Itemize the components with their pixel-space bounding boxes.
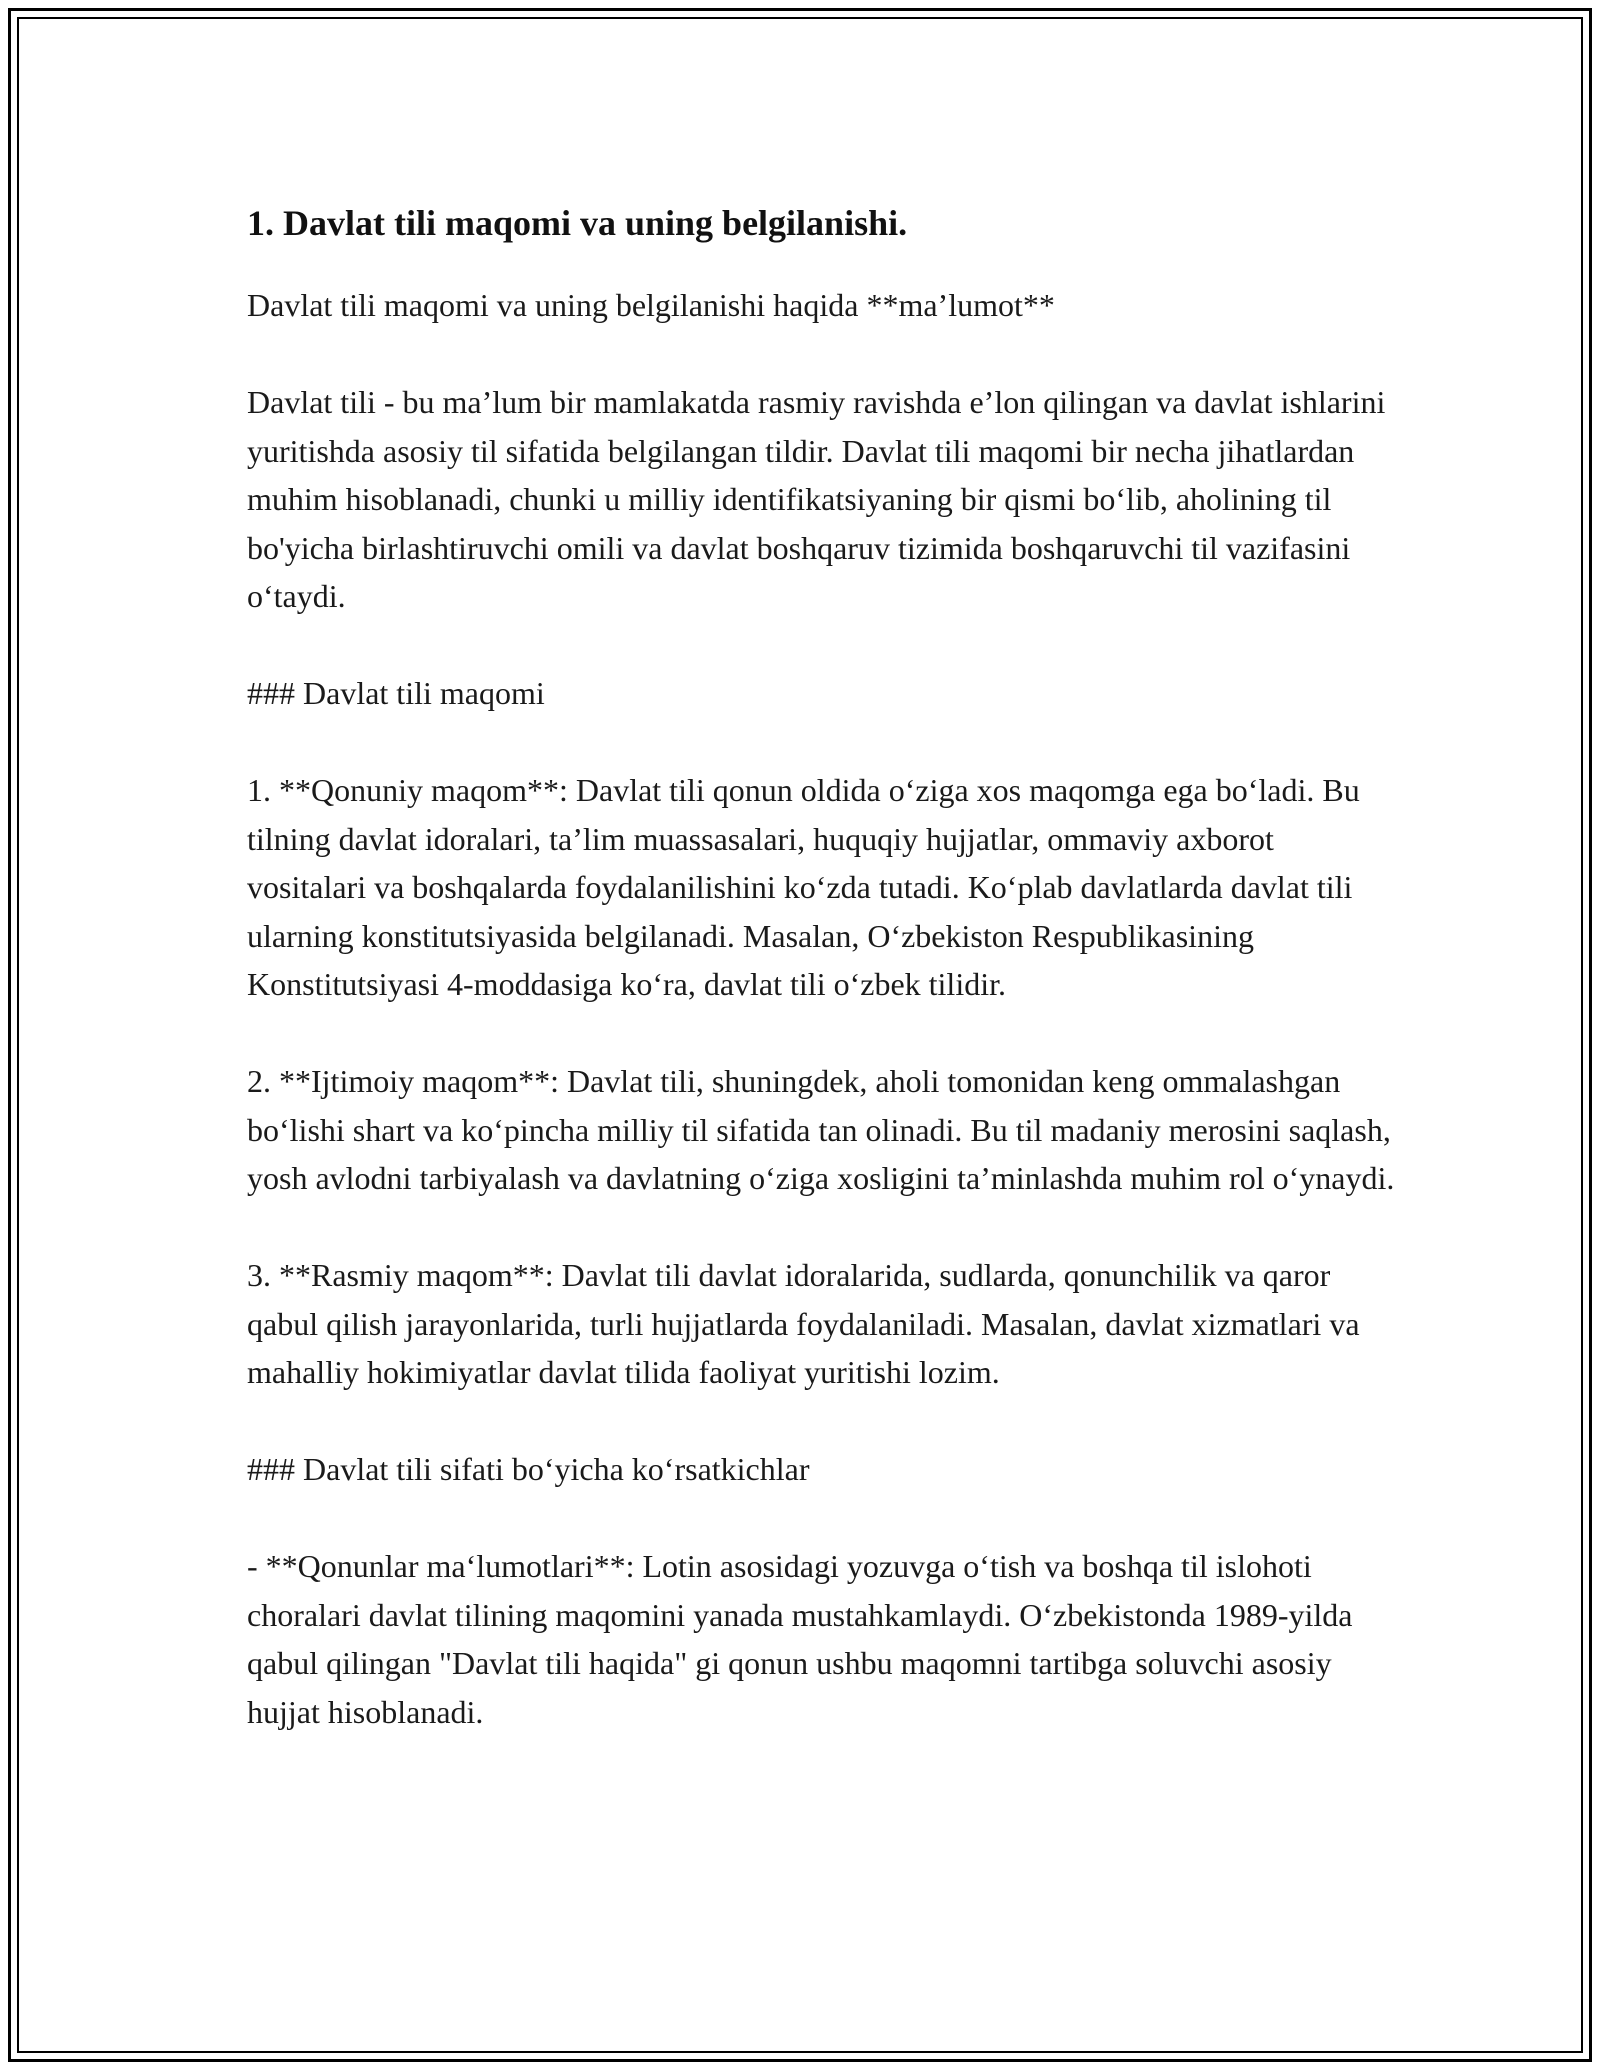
definition-paragraph: Davlat tili - bu ma’lum bir mamlakatda rasmiy ravishda e’lon qilingan va davlat ishlarini yuritishda asosiy til sifatida belgilangan tildir. Davlat tili maqomi bir necha jihatlardan muhim hisoblanadi, chunki u milliy identifikatsiyaning bir qismi bo‘lib, aholining til bo'yicha birlashtiruvchi omili va davlat boshqaruv tizimida boshqaruvchi til vazifasini o‘taydi. xyxy=(247,384,1386,614)
list-item-legal-status: 1. **Qonuniy maqom**: Davlat tili qonun oldida o‘ziga xos maqomga ega bo‘ladi. Bu tilning davlat idoralari, ta’lim muassasalari, huquqiy hujjatlar, ommaviy axborot vositalari va boshqalarda foydalanilishini ko‘zda tutadi. Ko‘plab davlatlarda davlat tili ularning konstitutsiyasida belgilanadi. Masalan, O‘zbekiston Respublikasining Konstitutsiyasi 4-moddasiga ko‘ra, davlat tili o‘zbek tilidir. xyxy=(247,772,1360,1002)
section-heading-status: ### Davlat tili maqomi xyxy=(247,675,545,711)
list-item-social-status: 2. **Ijtimoiy maqom**: Davlat tili, shuningdek, aholi tomonidan keng ommalashgan bo‘lishi shart va ko‘pincha milliy til sifatida tan olinadi. Bu til madaniy merosini saqlash, yosh avlodni tarbiyalash va davlatning o‘ziga xosligini ta’minlashda muhim rol o‘ynaydi. xyxy=(247,1063,1395,1196)
section-heading-indicators: ### Davlat tili sifati bo‘yicha ko‘rsatkichlar xyxy=(247,1451,810,1487)
document-title: 1. Davlat tili maqomi va uning belgilanishi. xyxy=(247,203,908,243)
document-body xyxy=(247,197,1397,1785)
bullet-item-laws: - **Qonunlar ma‘lumotlari**: Lotin asosidagi yozuvga o‘tish va boshqa til islohoti choralari davlat tilining maqomini yanada mustahkamlaydi. O‘zbekistonda 1989-yilda qabul qilingan "Davlat tili haqida" gi qonun ushbu maqomni tartibga soluvchi asosiy hujjat hisoblanadi. xyxy=(247,1548,1353,1730)
list-item-official-status: 3. **Rasmiy maqom**: Davlat tili davlat idoralarida, sudlarda, qonunchilik va qaror qabul qilish jarayonlarida, turli hujjatlarda foydalaniladi. Masalan, davlat xizmatlari va mahalliy hokimiyatlar davlat tilida faoliyat yuritishi lozim. xyxy=(247,1257,1360,1390)
intro-line: Davlat tili maqomi va uning belgilanishi haqida **ma’lumot** xyxy=(247,287,1055,323)
page-frame xyxy=(8,8,1592,2062)
